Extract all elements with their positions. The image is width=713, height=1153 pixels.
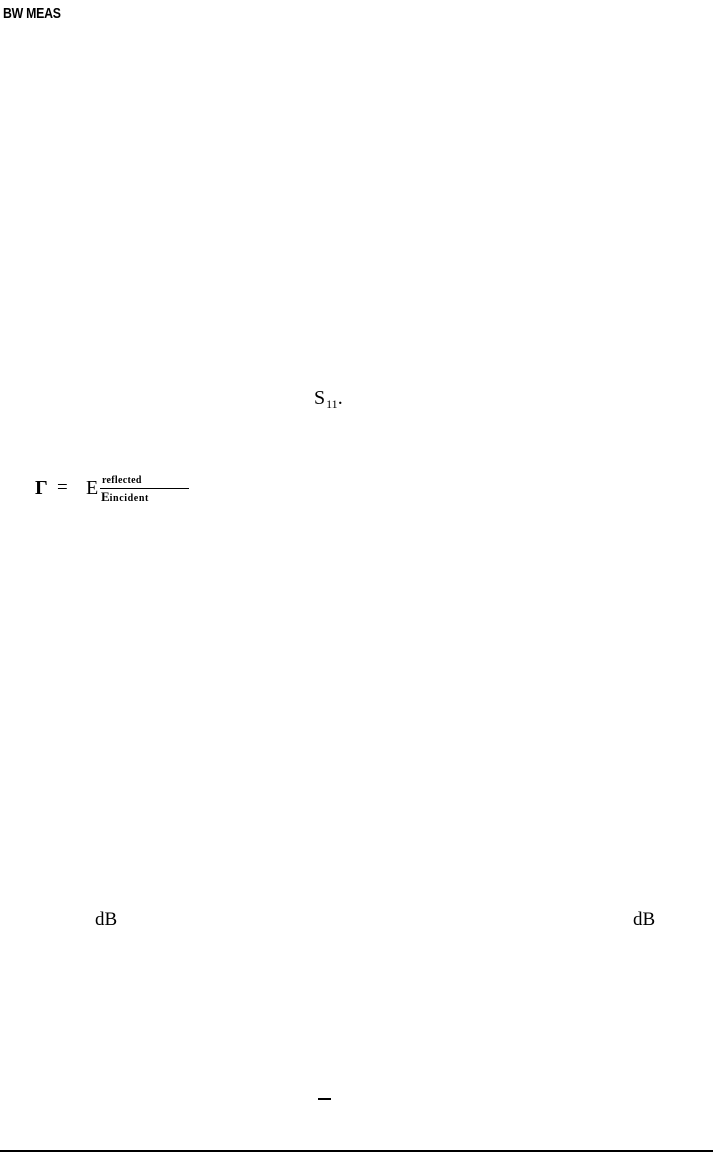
s-parameter-label — [314, 387, 343, 411]
denominator-rest: incident — [109, 493, 149, 504]
page-header-title: BW MEAS — [3, 5, 61, 22]
unit-label-left: dB — [95, 909, 118, 930]
denominator-initial: E — [101, 489, 110, 504]
formula-denominator — [101, 490, 149, 504]
s-parameter-subscript: 11 — [326, 397, 338, 411]
gamma-symbol: Γ — [35, 477, 48, 499]
formula-numerator: reflected — [102, 475, 142, 486]
footer-rule — [0, 1150, 713, 1152]
s-parameter-symbol: S — [314, 387, 326, 409]
dash-mark — [318, 1098, 331, 1100]
s-parameter-trailing-period: . — [337, 387, 343, 409]
fraction-bar — [100, 488, 189, 489]
unit-label-right: dB — [633, 909, 656, 930]
equals-sign: = — [57, 477, 68, 498]
formula-prefix-e: E — [86, 477, 99, 499]
